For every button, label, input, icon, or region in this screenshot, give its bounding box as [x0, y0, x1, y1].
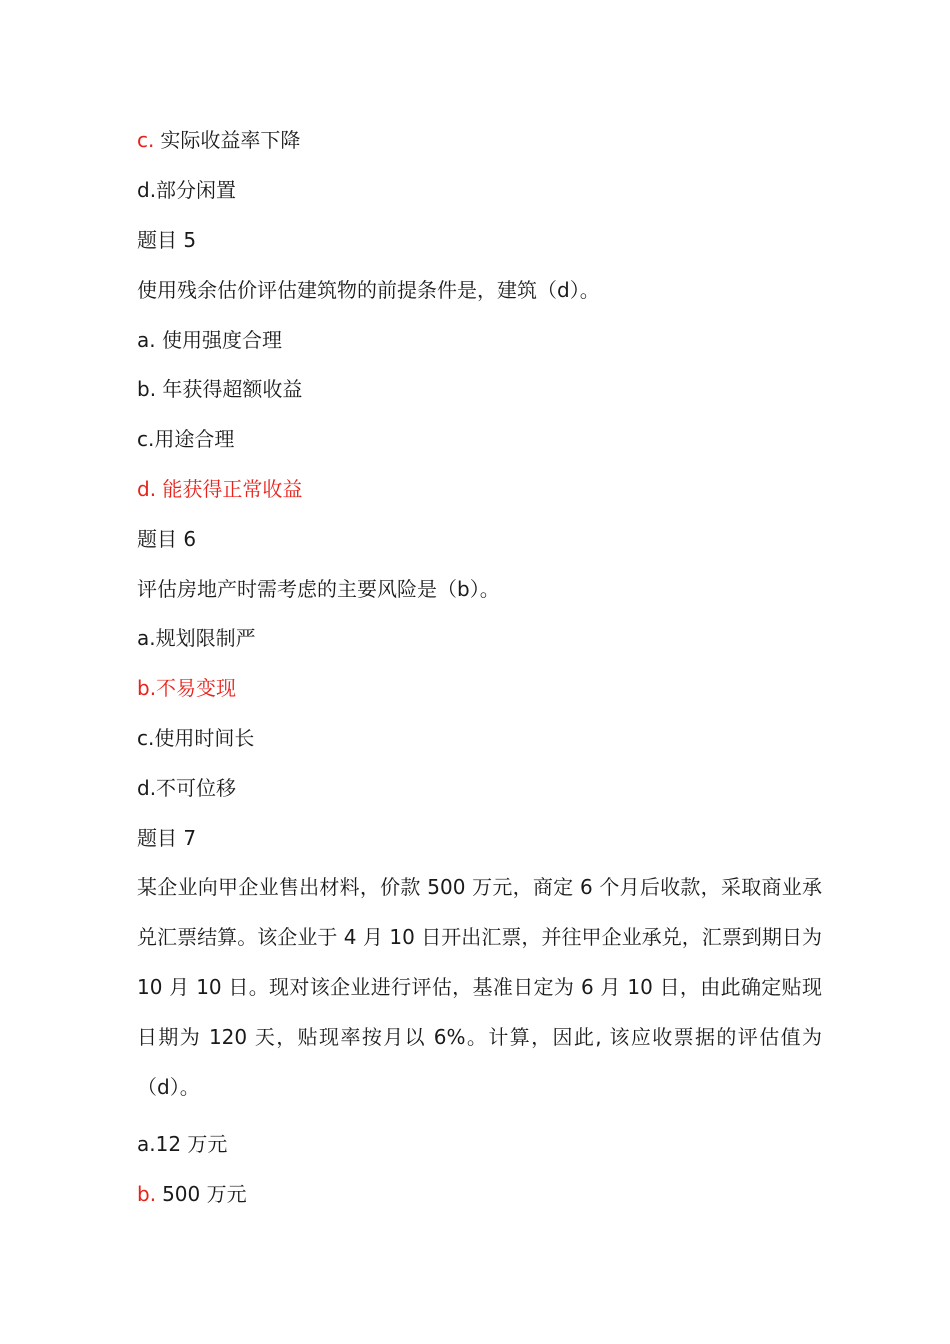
- question-5-title: 题目 5: [137, 228, 197, 252]
- option-d-prev: d.部分闲置: [137, 178, 237, 202]
- option-prefix-highlighted: c.: [137, 128, 155, 152]
- question-6-option-c: c.使用时间长: [137, 726, 255, 750]
- question-6-title: 题目 6: [137, 527, 197, 551]
- question-5-option-c: c.用途合理: [137, 427, 235, 451]
- question-5-option-b: b. 年获得超额收益: [137, 377, 303, 401]
- question-6-option-d: d.不可位移: [137, 776, 237, 800]
- question-7-option-a: a.12 万元: [137, 1132, 228, 1156]
- option-text: 500 万元: [162, 1182, 247, 1206]
- option-prefix-highlighted: b.: [137, 1182, 157, 1206]
- question-7-text: 某企业向甲企业售出材料，价款 500 万元，商定 6 个月后收款，采取商业承兑汇票结算。该企业于 4 月 10 日开出汇票，并往甲企业承兑，汇票到期日为 10 月 10 日。现对该企业进行评估，基准日定为 6 月 10 日，由此确定贴现日期为 120 天，贴现率按月以 6%。计算，因此, 该应收票据的评估值为（d）。: [137, 875, 822, 1099]
- question-5-text: 使用残余估价评估建筑物的前提条件是，建筑（d）。: [137, 278, 600, 302]
- question-6-option-b-answer: b.不易变现: [137, 676, 237, 700]
- question-5-option-d-answer: d. 能获得正常收益: [137, 477, 303, 501]
- question-6-option-a: a.规划限制严: [137, 626, 256, 650]
- question-7-option-b: [137, 1180, 827, 1208]
- question-7-title: 题目 7: [137, 826, 197, 850]
- option-text: 实际收益率下降: [160, 128, 301, 152]
- option-c-prev: [137, 126, 827, 154]
- question-6-text: 评估房地产时需考虑的主要风险是（b）。: [137, 577, 500, 601]
- question-5-option-a: a. 使用强度合理: [137, 328, 282, 352]
